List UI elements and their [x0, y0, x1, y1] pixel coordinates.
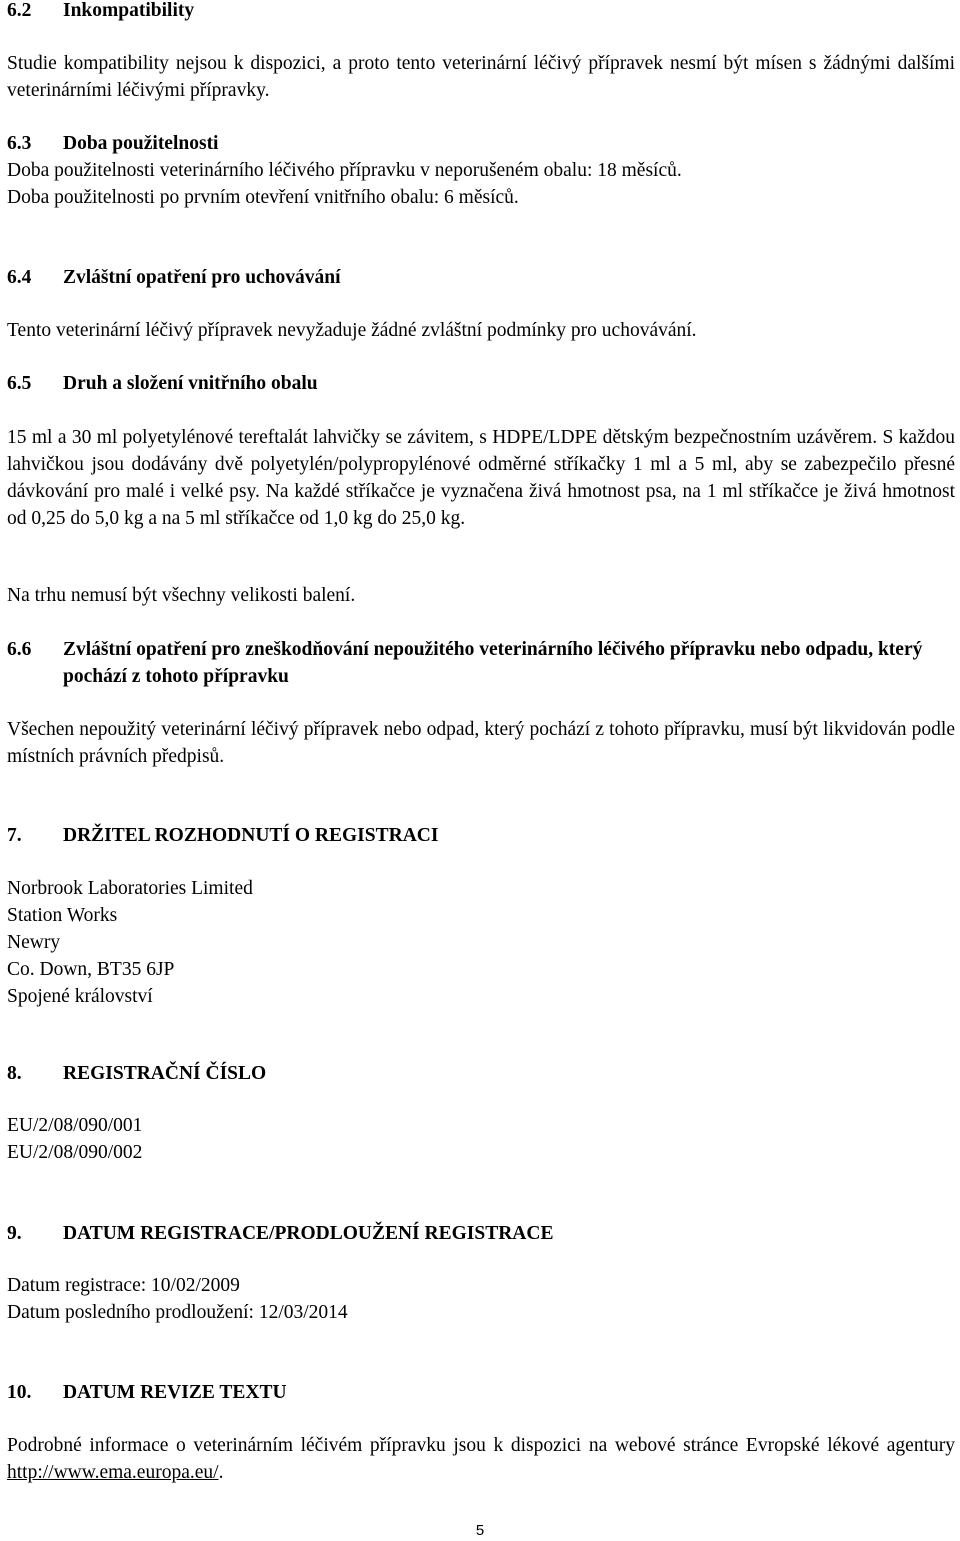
address-line: Station Works [7, 905, 118, 926]
paragraph-text: Podrobné informace o veterinárním léčivém přípravku jsou k dispozici na webové stránce Evropské lékové agentury [7, 1435, 955, 1456]
section-number: 7. [7, 825, 22, 846]
section-title: Druh a složení vnitřního obalu [63, 373, 318, 394]
section-title: Doba použitelnosti [63, 133, 219, 154]
section-number: 9. [7, 1223, 22, 1244]
shelf-life-unopened: Doba použitelnosti veterinárního léčivého přípravku v neporušeném obalu: 18 měsíců. [7, 160, 682, 181]
section-number: 8. [7, 1063, 22, 1084]
paragraph-6-6: Všechen nepoužitý veterinární léčivý přípravek nebo odpad, který pochází z tohoto přípravku, musí být likvidován podle místních právních předpisů. [7, 719, 955, 767]
heading-6-3 [7, 130, 955, 157]
address-line: Co. Down, BT35 6JP [7, 959, 175, 980]
registration-numbers [7, 1112, 955, 1166]
registration-dates [7, 1272, 955, 1326]
section-title: DRŽITEL ROZHODNUTÍ O REGISTRACI [63, 825, 439, 846]
ema-website-link[interactable]: http://www.ema.europa.eu/ [7, 1462, 219, 1483]
paragraph-6-4: Tento veterinární léčivý přípravek nevyžaduje žádné zvláštní podmínky pro uchovávání. [7, 320, 697, 341]
registration-number: EU/2/08/090/001 [7, 1115, 143, 1136]
section-number: 6.6 [7, 639, 32, 660]
section-title: Inkompatibility [63, 0, 195, 21]
heading-7 [7, 822, 955, 849]
section-title: DATUM REGISTRACE/PRODLOUŽENÍ REGISTRACE [63, 1223, 554, 1244]
heading-6-4 [7, 264, 955, 291]
section-number: 6.3 [7, 133, 32, 154]
heading-6-2 [7, 0, 955, 24]
address-line: Newry [7, 932, 61, 953]
section-title: REGISTRAČNÍ ČÍSLO [63, 1063, 267, 1084]
section-title: Zvláštní opatření pro uchovávání [63, 267, 341, 288]
page-number: 5 [475, 1522, 485, 1539]
paragraph-6-3 [7, 157, 955, 211]
holder-address [7, 875, 955, 1010]
address-line: Spojené království [7, 986, 153, 1007]
registration-number: EU/2/08/090/002 [7, 1142, 143, 1163]
heading-6-6 [7, 636, 955, 690]
paragraph-10 [7, 1432, 955, 1486]
address-line: Norbrook Laboratories Limited [7, 878, 253, 899]
heading-6-5 [7, 370, 955, 397]
section-number: 6.5 [7, 373, 32, 394]
heading-8 [7, 1060, 955, 1087]
section-title: DATUM REVIZE TEXTU [63, 1382, 287, 1403]
section-number: 6.4 [7, 267, 32, 288]
renewal-date: Datum posledního prodloužení: 12/03/2014 [7, 1302, 348, 1323]
shelf-life-opened: Doba použitelnosti po prvním otevření vnitřního obalu: 6 měsíců. [7, 187, 519, 208]
section-number: 6.2 [7, 0, 32, 21]
paragraph-end: . [218, 1462, 224, 1483]
section-number: 10. [7, 1382, 32, 1403]
heading-9 [7, 1220, 955, 1247]
registration-date: Datum registrace: 10/02/2009 [7, 1275, 240, 1296]
paragraph-6-2: Studie kompatibility nejsou k dispozici, a proto tento veterinární léčivý přípravek nesmí být mísen s žádnými dalšími veterinárními léčivými přípravky. [7, 53, 955, 101]
section-title: Zvláštní opatření pro zneškodňování nepoužitého veterinárního léčivého přípravku nebo odpadu, který pochází z tohoto přípravku [63, 639, 923, 687]
heading-10 [7, 1379, 955, 1406]
paragraph-6-5: 15 ml a 30 ml polyetylénové tereftalát lahvičky se závitem, s HDPE/LDPE dětským bezpečnostním uzávěrem. S každou lahvičkou jsou dodávány dvě polyetylén/polypropylénové odměrné stříkačky 1 ml a 5 ml, aby se zabezpečilo přesné dávkování pro malé i velké psy. Na každé stříkačce je vyznačena živá hmotnost psa, na 1 ml stříkačce je živá hmotnost od 0,25 do 5,0 kg a na 5 ml stříkačce od 1,0 kg do 25,0 kg. [7, 427, 955, 529]
paragraph-6-5-note: Na trhu nemusí být všechny velikosti balení. [7, 585, 356, 606]
